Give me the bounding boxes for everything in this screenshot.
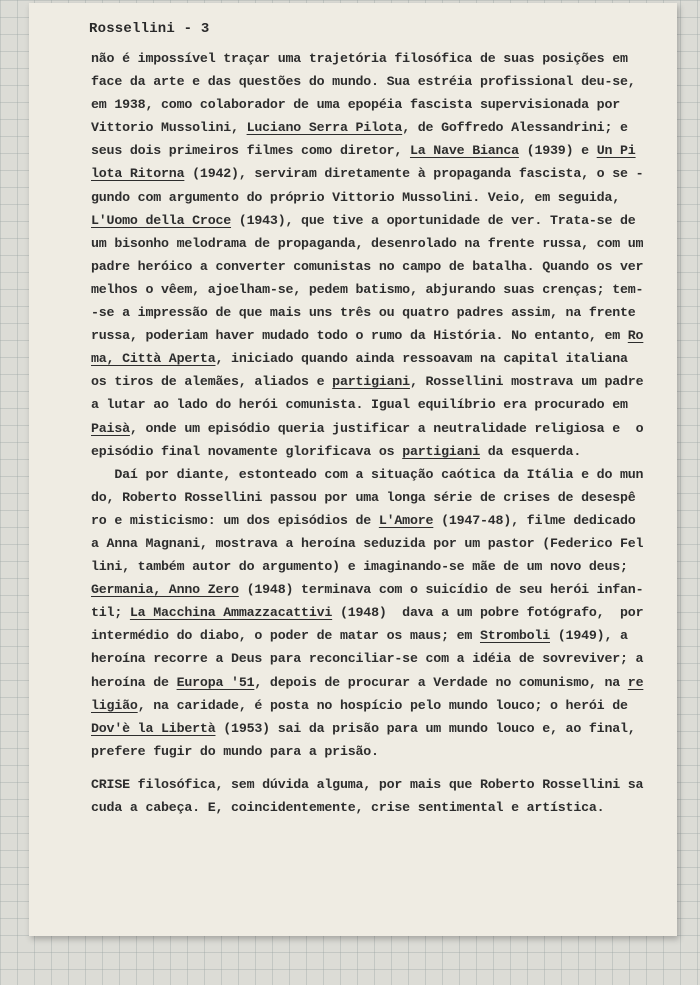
line-text: , onde um episódio queria justificar a neutralidade religiosa e o: [129, 420, 644, 436]
line-text: (1953) sai da prisão para um mundo louco e, ao final,: [215, 720, 636, 736]
film-title: Ro: [627, 328, 644, 344]
line-text: lini, também autor do argumento) e imaginando-se mãe de um novo deus;: [91, 559, 628, 575]
text-line: [91, 555, 669, 578]
text-line: [91, 717, 669, 740]
text-line: [91, 647, 669, 670]
line-text: -se a impressão de que mais uns três ou quatro padres assim, na frente: [91, 305, 636, 321]
line-text: (1948) dava a um pobre fotógrafo, por: [332, 605, 644, 621]
line-text: a lutar ao lado do herói comunista. Igual equilíbrio era procurado em: [91, 397, 628, 413]
text-line: [91, 509, 669, 532]
text-line: [91, 186, 669, 209]
line-text: heroína recorre a Deus para reconciliar-se com a idéia de sovreviver; a: [91, 651, 644, 667]
film-title: re: [627, 674, 644, 690]
text-line: [91, 70, 669, 93]
text-line: [91, 301, 669, 324]
film-title: Un Pi: [596, 143, 636, 159]
line-text: , de Goffredo Alessandrini; e: [402, 120, 628, 136]
text-line: [91, 463, 669, 486]
line-text: (1949), a: [550, 628, 628, 644]
line-text: cuda a cabeça. E, coincidentemente, crise sentimental e artística.: [91, 800, 605, 815]
film-title: partigiani: [402, 443, 480, 459]
text-line: [91, 624, 669, 647]
film-title: Stromboli: [479, 628, 550, 644]
line-text: Daí por diante, estonteado com a situação caótica da Itália e do mun: [91, 466, 644, 482]
film-title: L'Amore: [378, 512, 434, 528]
line-text: em 1938, como colaborador de uma epopéia fascista supervisionada por: [91, 97, 621, 113]
text-line: [91, 578, 669, 601]
film-title: L'Uomo della Croce: [91, 212, 232, 228]
film-title: Europa '51: [176, 674, 255, 690]
line-text: russa, poderiam haver mudado todo o rumo da História. No entanto, em: [91, 328, 628, 344]
text-line: [91, 694, 669, 717]
film-title: lota Ritorna: [91, 166, 185, 182]
film-title: Dov'è la Libertà: [91, 720, 216, 736]
film-title: Luciano Serra Pilota: [246, 120, 403, 136]
text-line: [91, 486, 669, 509]
film-title: ma, Città Aperta: [91, 351, 216, 367]
line-text: face da arte e das questões do mundo. Sua estréia profissional deu-se,: [91, 74, 636, 90]
line-text: prefere fugir do mundo para a prisão.: [91, 743, 379, 759]
text-line: [91, 601, 669, 624]
line-text: padre heróico a converter comunistas no campo de batalha. Quando os ver: [91, 258, 644, 274]
film-title: La Macchina Ammazzacattivi: [129, 605, 333, 621]
line-text: ro e misticismo: um dos episódios de: [91, 512, 379, 528]
text-line: [91, 255, 669, 278]
line-text: da esquerda.: [479, 443, 582, 459]
line-text: os tiros de alemães, aliados e: [91, 374, 333, 390]
line-text: , iniciado quando ainda ressoavam na capital italiana: [215, 351, 628, 367]
line-text: CRISE filosófica, sem dúvida alguma, por mais que Roberto Rossellini sa: [91, 776, 644, 792]
film-title: La Nave Bianca: [409, 143, 519, 159]
line-text: heroína de: [91, 674, 177, 690]
text-line: [91, 139, 669, 162]
line-text: melhos o vêem, ajoelham-se, pedem batismo, abjurando suas crenças; tem-: [91, 281, 644, 297]
paragraph-gap: [91, 763, 669, 773]
line-text: um bisonho melodrama de propaganda, desenrolado na frente russa, com um: [91, 235, 644, 251]
text-line: [91, 47, 669, 70]
line-text: a Anna Magnani, mostrava a heroína seduzida por um pastor (Federico Fel: [91, 535, 644, 551]
text-line: [91, 740, 669, 763]
film-title: Germania, Anno Zero: [91, 582, 239, 598]
line-text: til;: [91, 605, 130, 621]
page-header: Rossellini - 3: [89, 21, 210, 37]
line-text: gundo com argumento do próprio Vittorio Mussolini. Veio, em seguida,: [91, 189, 621, 205]
text-line: [91, 324, 669, 347]
typed-page: [29, 3, 677, 936]
line-text: , depois de procurar a Verdade no comunismo, na: [254, 674, 628, 690]
text-line: [91, 370, 669, 393]
film-title: ligião: [91, 697, 138, 713]
text-line: [91, 796, 669, 819]
line-text: (1948) terminava com o suicídio de seu herói infan-: [238, 582, 644, 598]
film-title: partigiani: [332, 374, 410, 390]
film-title: Paisà: [91, 420, 130, 436]
text-line: [91, 209, 669, 232]
line-text: (1943), que tive a oportunidade de ver. Trata-se de: [231, 212, 636, 228]
line-text: , Rossellini mostrava um padre: [409, 374, 644, 390]
text-line: [91, 278, 669, 301]
text-line: [91, 393, 669, 416]
text-line: [91, 773, 669, 796]
line-text: não é impossível traçar uma trajetória filosófica de suas posições em: [91, 51, 628, 66]
text-line: [91, 162, 669, 185]
text-line: [91, 93, 669, 116]
page-body: [91, 47, 669, 819]
text-line: [91, 417, 669, 440]
text-line: [91, 532, 669, 555]
line-text: seus dois primeiros filmes como diretor,: [91, 143, 410, 159]
line-text: (1942), serviram diretamente à propaganda fascista, o se -: [184, 166, 644, 182]
text-line: [91, 232, 669, 255]
text-line: [91, 347, 669, 370]
text-line: [91, 671, 669, 694]
line-text: do, Roberto Rossellini passou por uma longa série de crises de desespê: [91, 489, 636, 505]
line-text: episódio final novamente glorificava os: [91, 443, 403, 459]
line-text: (1939) e: [518, 143, 597, 159]
line-text: Vittorio Mussolini,: [91, 120, 247, 136]
line-text: intermédio do diabo, o poder de matar os maus; em: [91, 628, 480, 644]
line-text: (1947-48), filme dedicado: [433, 512, 636, 528]
text-line: [91, 440, 669, 463]
line-text: , na caridade, é posta no hospício pelo mundo louco; o herói de: [137, 697, 628, 713]
text-line: [91, 116, 669, 139]
